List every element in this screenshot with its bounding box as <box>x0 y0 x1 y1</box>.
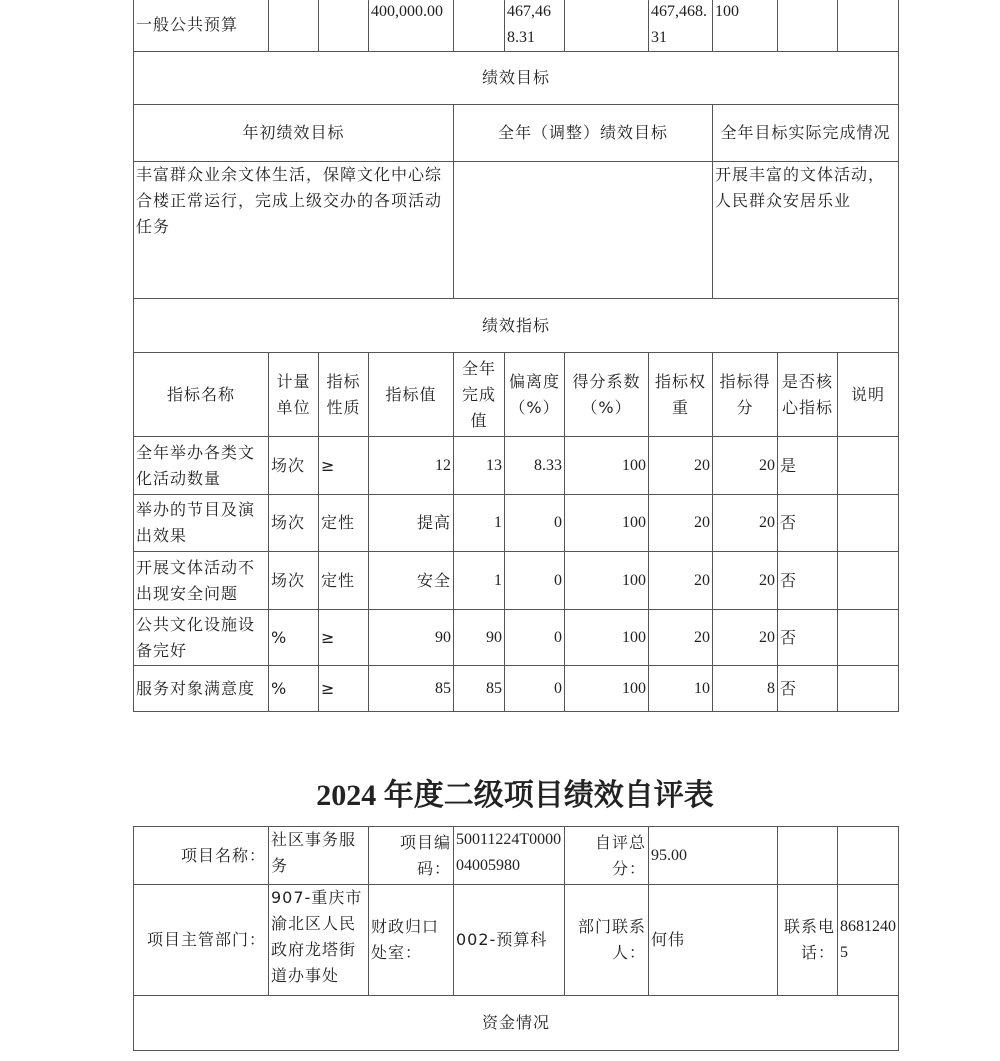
indicator-target: 安全 <box>369 552 454 610</box>
indicator-deviation: 0 <box>505 552 565 610</box>
indicator-deviation: 8.33 <box>505 437 565 495</box>
indicator-actual: 85 <box>454 666 505 712</box>
contact-value: 何伟 <box>649 885 778 996</box>
phone-label: 联系电话： <box>778 885 838 996</box>
indicator-unit: % <box>269 666 319 712</box>
indicator-nature: 定性 <box>319 552 369 610</box>
indicator-nature: ≥ <box>319 437 369 495</box>
empty-cell <box>838 827 899 885</box>
indicator-target: 12 <box>369 437 454 495</box>
self-score-value: 95.00 <box>649 827 778 885</box>
indicator-deviation: 0 <box>505 495 565 552</box>
indicator-nature: ≥ <box>319 610 369 666</box>
header-cell: 指标性质 <box>319 353 369 437</box>
goals-col-actual: 全年目标实际完成情况 <box>713 105 899 162</box>
indicator-name: 举办的节目及演出效果 <box>134 495 269 552</box>
indicator-weight: 20 <box>649 610 713 666</box>
goals-col-adjusted: 全年（调整）绩效目标 <box>454 105 713 162</box>
empty-cell <box>778 827 838 885</box>
goals-col-initial: 年初绩效目标 <box>134 105 454 162</box>
indicator-weight: 10 <box>649 666 713 712</box>
indicator-weight: 20 <box>649 552 713 610</box>
indicator-note <box>838 666 899 712</box>
budget-cell <box>269 0 319 52</box>
project-name-label: 项目名称： <box>134 827 269 885</box>
indicator-unit: % <box>269 610 319 666</box>
dept-value: 907-重庆市渝北区人民政府龙塔街道办事处 <box>269 885 369 996</box>
indicator-coef: 100 <box>565 552 649 610</box>
indicator-coef: 100 <box>565 495 649 552</box>
indicator-coef: 100 <box>565 666 649 712</box>
indicator-actual: 13 <box>454 437 505 495</box>
goals-initial-text: 丰富群众业余文体生活，保障文化中心综合楼正常运行，完成上级交办的各项活动任务 <box>134 162 454 299</box>
table-row <box>134 495 899 552</box>
indicator-deviation: 0 <box>505 610 565 666</box>
budget-cell: 467,468.31 <box>649 0 713 52</box>
header-cell: 计量单位 <box>269 353 319 437</box>
goals-adjusted-text <box>454 162 713 299</box>
budget-label: 一般公共预算 <box>134 0 269 52</box>
project-code-label: 项目编码： <box>369 827 454 885</box>
indicator-target: 85 <box>369 666 454 712</box>
table-row <box>134 552 899 610</box>
indicator-nature: 定性 <box>319 495 369 552</box>
indicator-target: 提高 <box>369 495 454 552</box>
indicator-weight: 20 <box>649 495 713 552</box>
indicator-note <box>838 552 899 610</box>
budget-cell <box>319 0 369 52</box>
indicator-unit: 场次 <box>269 552 319 610</box>
self-score-label: 自评总分： <box>565 827 649 885</box>
indicator-name: 开展文体活动不出现安全问题 <box>134 552 269 610</box>
table-row <box>134 610 899 666</box>
indicator-unit: 场次 <box>269 495 319 552</box>
performance-table <box>133 0 899 712</box>
budget-cell <box>565 0 649 52</box>
indicator-score: 20 <box>713 495 778 552</box>
finance-value: 002-预算科 <box>454 885 565 996</box>
indicator-actual: 90 <box>454 610 505 666</box>
indicator-target: 90 <box>369 610 454 666</box>
budget-cell: 400,000.00 <box>369 0 454 52</box>
indicator-actual: 1 <box>454 495 505 552</box>
header-cell: 指标值 <box>369 353 454 437</box>
dept-label: 项目主管部门： <box>134 885 269 996</box>
indicator-coef: 100 <box>565 610 649 666</box>
finance-label: 财政归口处室： <box>369 885 454 996</box>
header-cell: 全年完成值 <box>454 353 505 437</box>
indicator-score: 20 <box>713 437 778 495</box>
budget-cell <box>778 0 838 52</box>
header-cell: 是否核心指标 <box>778 353 838 437</box>
indicator-deviation: 0 <box>505 666 565 712</box>
funds-section-title: 资金情况 <box>134 996 899 1051</box>
header-cell: 得分系数（%） <box>565 353 649 437</box>
indicator-core: 否 <box>778 552 838 610</box>
header-cell: 指标权重 <box>649 353 713 437</box>
budget-cell <box>838 0 899 52</box>
budget-cell: 467,468.31 <box>505 0 565 52</box>
indicators-header-row <box>134 353 899 437</box>
indicator-core: 否 <box>778 610 838 666</box>
budget-cell: 100 <box>713 0 778 52</box>
goals-actual-text: 开展丰富的文体活动，人民群众安居乐业 <box>713 162 899 299</box>
header-cell: 说明 <box>838 353 899 437</box>
indicator-weight: 20 <box>649 437 713 495</box>
indicator-coef: 100 <box>565 437 649 495</box>
table-row <box>134 666 899 712</box>
indicator-score: 8 <box>713 666 778 712</box>
indicator-core: 否 <box>778 666 838 712</box>
budget-cell <box>454 0 505 52</box>
project-name-value: 社区事务服务 <box>269 827 369 885</box>
indicator-nature: ≥ <box>319 666 369 712</box>
indicator-score: 20 <box>713 610 778 666</box>
indicator-unit: 场次 <box>269 437 319 495</box>
phone-value: 86812405 <box>838 885 899 996</box>
indicator-core: 是 <box>778 437 838 495</box>
header-cell: 偏离度（%） <box>505 353 565 437</box>
indicators-section-title: 绩效指标 <box>134 299 899 353</box>
project-code-value: 50011224T000004005980 <box>454 827 565 885</box>
indicator-note <box>838 610 899 666</box>
indicator-note <box>838 437 899 495</box>
indicator-core: 否 <box>778 495 838 552</box>
contact-label: 部门联系人： <box>565 885 649 996</box>
indicator-note <box>838 495 899 552</box>
indicator-actual: 1 <box>454 552 505 610</box>
project-info-table <box>133 826 899 1051</box>
indicator-name: 公共文化设施设备完好 <box>134 610 269 666</box>
header-cell: 指标名称 <box>134 353 269 437</box>
table-row <box>134 437 899 495</box>
header-cell: 指标得分 <box>713 353 778 437</box>
form-title: 2024 年度二级项目绩效自评表 <box>316 779 714 812</box>
goals-section-title: 绩效目标 <box>134 52 899 105</box>
indicator-score: 20 <box>713 552 778 610</box>
indicator-name: 服务对象满意度 <box>134 666 269 712</box>
indicator-name: 全年举办各类文化活动数量 <box>134 437 269 495</box>
budget-row <box>134 0 899 52</box>
